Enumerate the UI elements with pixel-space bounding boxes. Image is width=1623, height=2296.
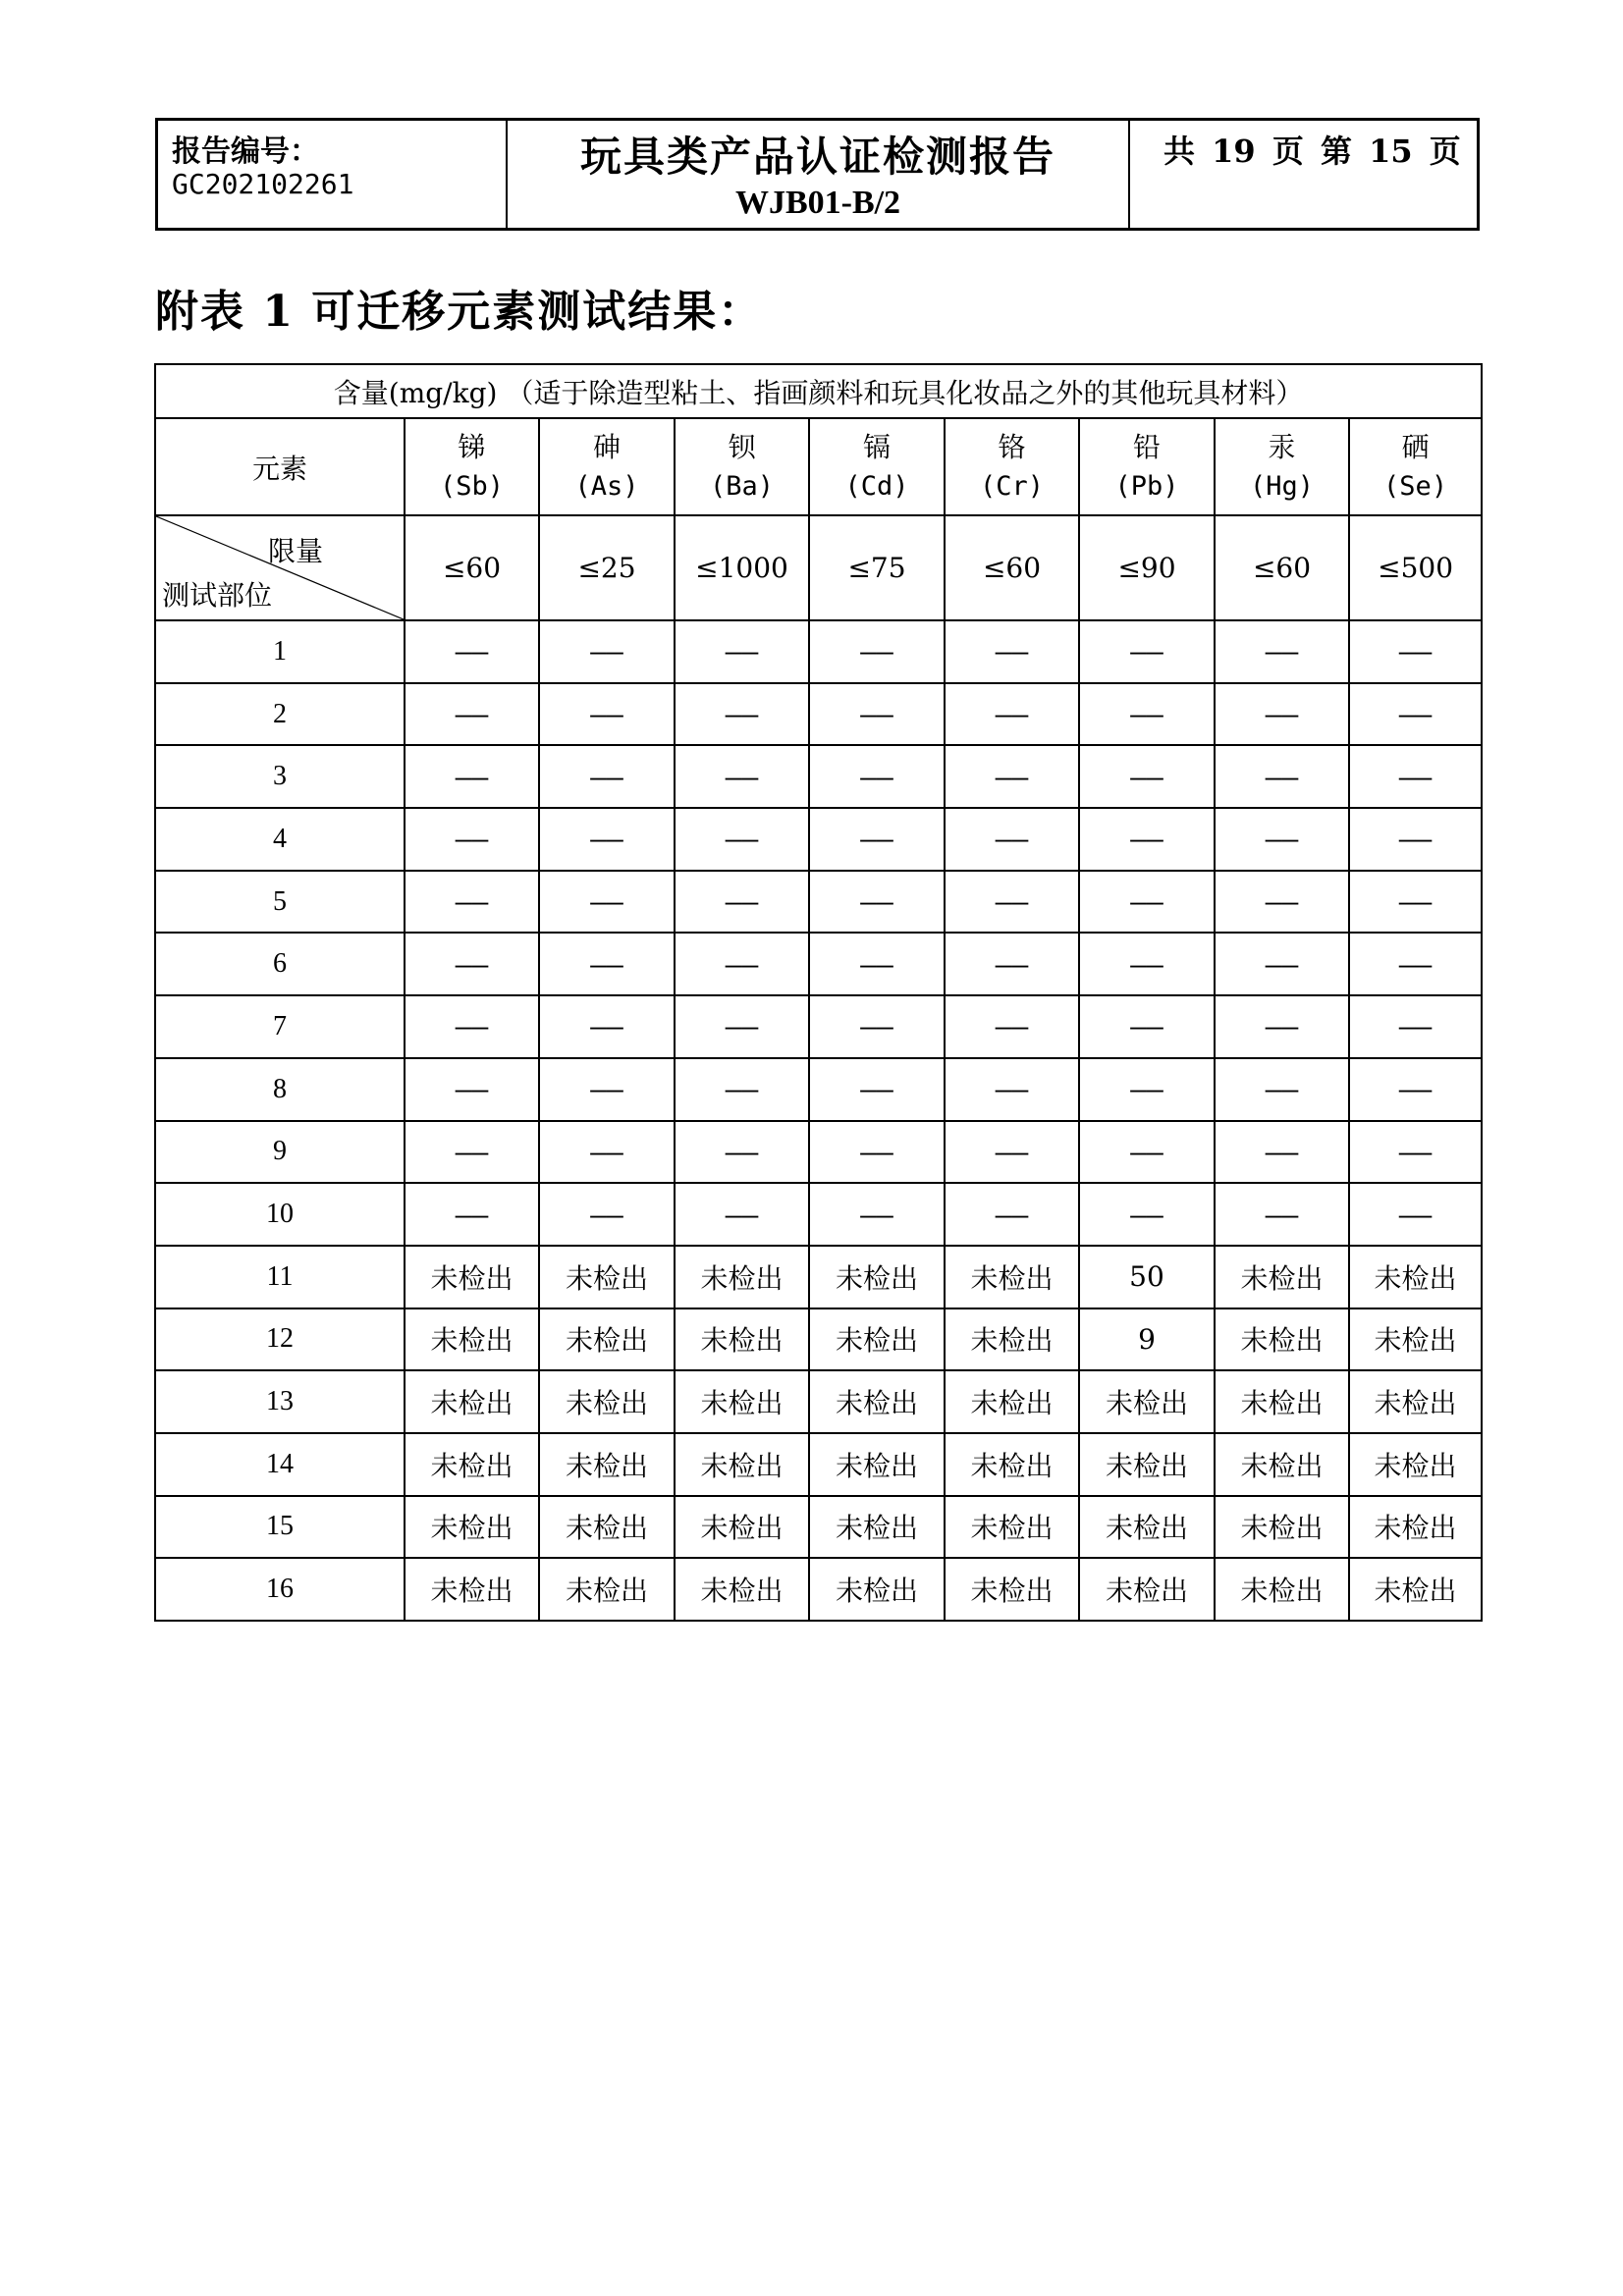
- result-cell: ——: [539, 683, 675, 746]
- element-header: [1079, 418, 1215, 515]
- element-header: [539, 418, 675, 515]
- element-symbol: (As): [574, 470, 639, 502]
- limit-row: [155, 515, 1482, 620]
- content-caption-row: [155, 364, 1482, 418]
- result-cell: ——: [1079, 1058, 1215, 1121]
- result-cell: 未检出: [1215, 1558, 1349, 1621]
- result-cell: ——: [539, 1058, 675, 1121]
- result-cell: 未检出: [675, 1496, 809, 1559]
- result-cell: ——: [1349, 683, 1482, 746]
- result-cell: 未检出: [945, 1558, 1079, 1621]
- test-part: 11: [155, 1246, 405, 1308]
- result-cell: 未检出: [539, 1246, 675, 1308]
- result-cell: ——: [809, 1058, 945, 1121]
- result-cell: 未检出: [1079, 1558, 1215, 1621]
- test-part: 15: [155, 1496, 405, 1559]
- test-part: 7: [155, 995, 405, 1058]
- result-cell: 未检出: [675, 1370, 809, 1433]
- element-header: [675, 418, 809, 515]
- test-part: 12: [155, 1308, 405, 1371]
- table-row: [155, 1121, 1482, 1184]
- page-info-cell: [1130, 121, 1477, 228]
- limit-value: ≤25: [539, 515, 675, 620]
- result-cell: 未检出: [945, 1246, 1079, 1308]
- element-name: 钡: [728, 430, 756, 463]
- table-row: [155, 1058, 1482, 1121]
- test-part: 14: [155, 1433, 405, 1496]
- result-cell: 未检出: [945, 1433, 1079, 1496]
- result-cell: ——: [1079, 1183, 1215, 1246]
- result-cell: ——: [1349, 1183, 1482, 1246]
- test-part: 6: [155, 933, 405, 995]
- limit-label: 限量: [267, 535, 323, 567]
- result-cell: ——: [539, 933, 675, 995]
- element-symbol: (Hg): [1249, 470, 1315, 502]
- result-cell: ——: [1215, 933, 1349, 995]
- limit-value: ≤60: [405, 515, 539, 620]
- result-cell: 未检出: [539, 1308, 675, 1371]
- table-row: [155, 1558, 1482, 1621]
- result-cell: 未检出: [1215, 1370, 1349, 1433]
- result-cell: ——: [675, 933, 809, 995]
- result-cell: ——: [1349, 933, 1482, 995]
- result-cell: ——: [945, 1183, 1079, 1246]
- result-cell: ——: [539, 620, 675, 683]
- result-cell: ——: [405, 933, 539, 995]
- result-cell: 未检出: [539, 1558, 675, 1621]
- limit-value: ≤1000: [675, 515, 809, 620]
- report-number-cell: [158, 121, 508, 228]
- result-cell: ——: [809, 745, 945, 808]
- result-cell: ——: [405, 808, 539, 871]
- report-title-cell: [508, 121, 1130, 228]
- table-row: [155, 933, 1482, 995]
- result-cell: 未检出: [1349, 1370, 1482, 1433]
- element-name: 铅: [1132, 430, 1161, 463]
- report-title: 玩具类产品认证检测报告: [579, 133, 1055, 181]
- report-number: GC202102261: [172, 168, 354, 200]
- result-cell: 未检出: [405, 1246, 539, 1308]
- result-cell: 未检出: [809, 1433, 945, 1496]
- test-part: 10: [155, 1183, 405, 1246]
- result-cell: ——: [1349, 620, 1482, 683]
- result-cell: 未检出: [945, 1370, 1079, 1433]
- result-cell: ——: [675, 1183, 809, 1246]
- table-row: [155, 871, 1482, 934]
- result-cell: ——: [1349, 995, 1482, 1058]
- result-cell: 未检出: [1349, 1558, 1482, 1621]
- table-row: [155, 1433, 1482, 1496]
- result-cell: ——: [809, 995, 945, 1058]
- page-info: 共 19 页 第 15 页: [1163, 133, 1461, 170]
- result-cell: ——: [809, 808, 945, 871]
- result-cell: ——: [675, 995, 809, 1058]
- result-cell: 未检出: [675, 1308, 809, 1371]
- result-cell: ——: [945, 683, 1079, 746]
- table-row: [155, 1183, 1482, 1246]
- result-cell: ——: [809, 683, 945, 746]
- table-row: [155, 1496, 1482, 1559]
- table-row: [155, 808, 1482, 871]
- result-cell: 未检出: [1215, 1496, 1349, 1559]
- element-header: [405, 418, 539, 515]
- result-cell: 未检出: [539, 1433, 675, 1496]
- result-cell: ——: [1079, 995, 1215, 1058]
- limit-part-header: [155, 515, 405, 620]
- result-cell: ——: [809, 620, 945, 683]
- result-cell: ——: [675, 745, 809, 808]
- result-cell: ——: [809, 933, 945, 995]
- element-name: 铬: [998, 430, 1026, 463]
- result-cell: ——: [1079, 620, 1215, 683]
- result-cell: ——: [539, 871, 675, 934]
- element-name: 汞: [1268, 430, 1296, 463]
- content-caption: 含量(mg/kg) （适于除造型粘土、指画颜料和玩具化妆品之外的其他玩具材料）: [155, 364, 1482, 418]
- result-cell: 未检出: [809, 1496, 945, 1559]
- table-row: [155, 1308, 1482, 1371]
- result-cell: 未检出: [405, 1370, 539, 1433]
- result-cell: 未检出: [1079, 1370, 1215, 1433]
- result-cell: ——: [405, 745, 539, 808]
- result-cell: ——: [1349, 871, 1482, 934]
- result-cell: ——: [945, 1121, 1079, 1184]
- result-cell: ——: [405, 995, 539, 1058]
- result-cell: ——: [675, 1121, 809, 1184]
- result-cell: ——: [675, 808, 809, 871]
- result-cell: ——: [945, 808, 1079, 871]
- result-cell: ——: [1079, 871, 1215, 934]
- element-symbol: (Cd): [844, 470, 909, 502]
- part-label: 测试部位: [162, 579, 273, 612]
- result-cell: 未检出: [539, 1496, 675, 1559]
- test-part: 2: [155, 683, 405, 746]
- element-symbol: (Se): [1383, 470, 1448, 502]
- result-cell: ——: [945, 871, 1079, 934]
- result-cell: ——: [539, 745, 675, 808]
- result-cell: ——: [1079, 933, 1215, 995]
- table-row: [155, 683, 1482, 746]
- result-cell: 未检出: [405, 1433, 539, 1496]
- element-symbol: (Pb): [1114, 470, 1179, 502]
- result-cell: ——: [1079, 808, 1215, 871]
- result-cell: ——: [405, 871, 539, 934]
- result-cell: 未检出: [675, 1433, 809, 1496]
- result-cell: ——: [405, 683, 539, 746]
- element-name: 硒: [1401, 430, 1430, 463]
- result-cell: ——: [1215, 871, 1349, 934]
- element-header: [1215, 418, 1349, 515]
- test-part: 13: [155, 1370, 405, 1433]
- result-cell: ——: [945, 745, 1079, 808]
- result-cell: ——: [1215, 995, 1349, 1058]
- result-cell: ——: [1079, 745, 1215, 808]
- result-cell: ——: [1215, 1121, 1349, 1184]
- result-cell: ——: [1215, 1183, 1349, 1246]
- test-part: 5: [155, 871, 405, 934]
- result-cell: 未检出: [809, 1246, 945, 1308]
- report-number-label: 报告编号：: [172, 134, 319, 169]
- result-cell: ——: [945, 620, 1079, 683]
- result-cell: 未检出: [1215, 1308, 1349, 1371]
- document-code: WJB01-B/2: [734, 185, 901, 221]
- result-cell: ——: [945, 995, 1079, 1058]
- element-symbol: (Sb): [439, 470, 505, 502]
- test-part: 8: [155, 1058, 405, 1121]
- element-label: 元素: [155, 418, 405, 515]
- limit-value: ≤75: [809, 515, 945, 620]
- result-cell: ——: [945, 1058, 1079, 1121]
- result-cell: 未检出: [809, 1308, 945, 1371]
- test-part: 3: [155, 745, 405, 808]
- result-cell: ——: [1079, 683, 1215, 746]
- result-cell: ——: [809, 1183, 945, 1246]
- test-part: 1: [155, 620, 405, 683]
- result-cell: ——: [1215, 620, 1349, 683]
- result-cell: ——: [675, 620, 809, 683]
- result-cell: 未检出: [1349, 1246, 1482, 1308]
- limit-value: ≤60: [945, 515, 1079, 620]
- test-part: 9: [155, 1121, 405, 1184]
- result-cell: ——: [1215, 1058, 1349, 1121]
- result-cell: 9: [1079, 1308, 1215, 1371]
- element-header: [809, 418, 945, 515]
- element-name: 砷: [592, 430, 621, 463]
- result-cell: ——: [1215, 745, 1349, 808]
- result-cell: ——: [809, 1121, 945, 1184]
- result-cell: 未检出: [1349, 1433, 1482, 1496]
- result-cell: ——: [405, 1183, 539, 1246]
- results-table: [154, 363, 1483, 1622]
- result-cell: ——: [539, 995, 675, 1058]
- result-cell: 未检出: [539, 1370, 675, 1433]
- element-name: 锑: [458, 430, 486, 463]
- result-cell: 未检出: [1349, 1308, 1482, 1371]
- limit-value: ≤90: [1079, 515, 1215, 620]
- result-cell: 未检出: [1079, 1433, 1215, 1496]
- result-cell: 未检出: [1215, 1246, 1349, 1308]
- result-cell: ——: [1349, 808, 1482, 871]
- result-cell: 未检出: [1079, 1496, 1215, 1559]
- result-cell: 未检出: [1215, 1433, 1349, 1496]
- report-header: [155, 118, 1480, 231]
- result-cell: 未检出: [945, 1308, 1079, 1371]
- result-cell: 未检出: [405, 1308, 539, 1371]
- result-cell: ——: [675, 1058, 809, 1121]
- element-header: [945, 418, 1079, 515]
- element-header-row: [155, 418, 1482, 515]
- result-cell: ——: [1349, 745, 1482, 808]
- result-cell: 未检出: [809, 1558, 945, 1621]
- table-row: [155, 1246, 1482, 1308]
- table-row: [155, 995, 1482, 1058]
- result-cell: 50: [1079, 1246, 1215, 1308]
- result-cell: ——: [675, 871, 809, 934]
- result-cell: ——: [1349, 1058, 1482, 1121]
- result-cell: ——: [539, 808, 675, 871]
- result-cell: ——: [1079, 1121, 1215, 1184]
- result-cell: ——: [1349, 1121, 1482, 1184]
- element-symbol: (Ba): [709, 470, 775, 502]
- result-cell: 未检出: [405, 1558, 539, 1621]
- result-cell: ——: [539, 1183, 675, 1246]
- result-cell: 未检出: [675, 1246, 809, 1308]
- section-title: 附表 1 可迁移元素测试结果：: [155, 287, 764, 337]
- result-cell: ——: [945, 933, 1079, 995]
- element-symbol: (Cr): [979, 470, 1045, 502]
- result-cell: 未检出: [405, 1496, 539, 1559]
- table-row: [155, 1370, 1482, 1433]
- table-row: [155, 620, 1482, 683]
- limit-value: ≤60: [1215, 515, 1349, 620]
- result-cell: 未检出: [1349, 1496, 1482, 1559]
- test-part: 16: [155, 1558, 405, 1621]
- result-cell: ——: [675, 683, 809, 746]
- result-cell: ——: [1215, 683, 1349, 746]
- result-cell: 未检出: [809, 1370, 945, 1433]
- table-row: [155, 745, 1482, 808]
- test-part: 4: [155, 808, 405, 871]
- result-cell: ——: [809, 871, 945, 934]
- result-cell: ——: [405, 1058, 539, 1121]
- element-name: 镉: [862, 430, 891, 463]
- result-cell: ——: [539, 1121, 675, 1184]
- result-cell: ——: [405, 1121, 539, 1184]
- result-cell: 未检出: [945, 1496, 1079, 1559]
- result-cell: 未检出: [675, 1558, 809, 1621]
- element-header: [1349, 418, 1482, 515]
- result-cell: ——: [405, 620, 539, 683]
- limit-value: ≤500: [1349, 515, 1482, 620]
- result-cell: ——: [1215, 808, 1349, 871]
